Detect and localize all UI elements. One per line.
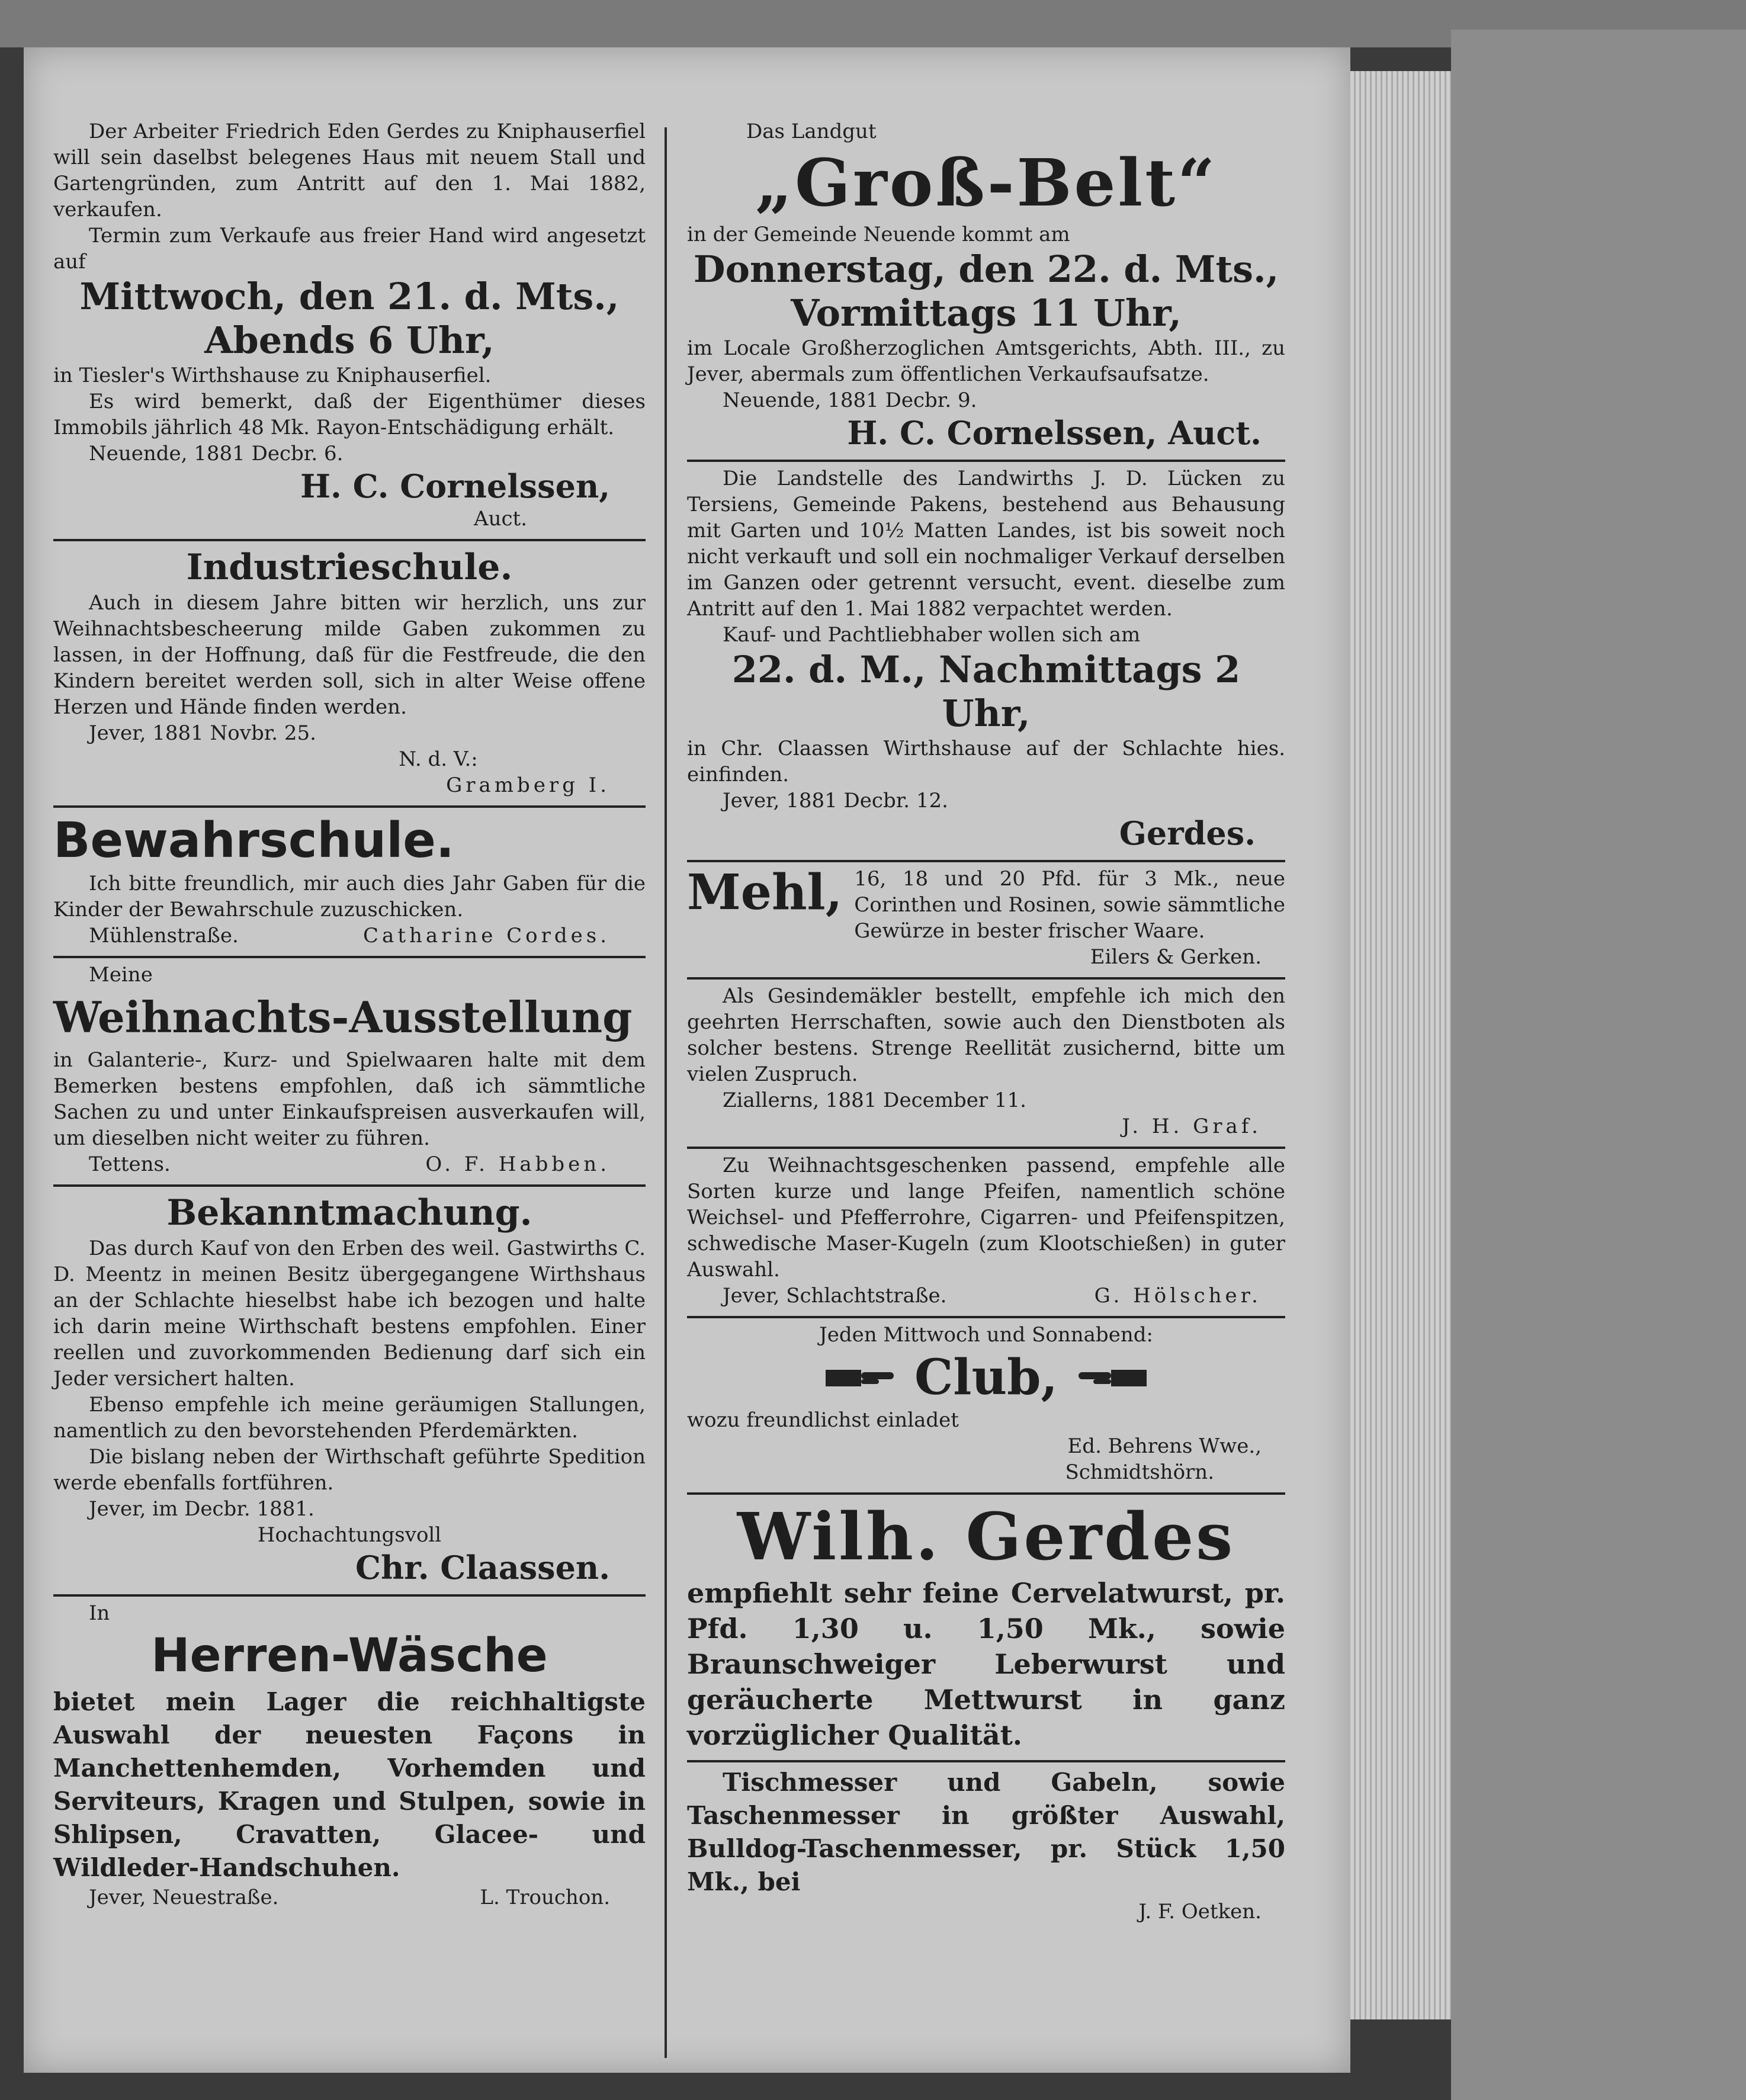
ad-separator: [687, 1492, 1285, 1495]
ad-text: bietet mein Lager die reichhaltigste Auswahl der neuesten Façons in Manchettenhemden, Vorhemden und Serviteurs, Kragen und Stulpen, sowie in Shlipsen, Cravatten, Glacee- und Wildleder-Handschuhen.: [53, 1687, 646, 1882]
ad-separator: [687, 1760, 1285, 1762]
ad-text: Auch in diesem Jahre bitten wir herzlich, uns zur Weihnachtsbescheerung milde Gaben zukommen zu lassen, in der Hoffnung, daß für die Festfreude, die den Kindern bereitet werden soll, sich in alter Weise offene Herzen und Hände finden werden.: [53, 591, 646, 719]
ad-dateline: Jever, 1881 Novbr. 25.: [89, 721, 316, 745]
ad-time: Abends 6 Uhr,: [204, 319, 495, 362]
ad-signer: L. Trouchon.: [480, 1886, 610, 1909]
ad-house-sale-gerdes: [53, 118, 646, 532]
ad-signer: Eilers & Gerken.: [1090, 945, 1262, 969]
ad-dateline: Neuende, 1881 Decbr. 6.: [89, 442, 344, 465]
ad-text: [687, 866, 1285, 944]
ad-time: Vormittags 11 Uhr,: [791, 291, 1182, 335]
ad-signer: Gramberg I.: [446, 773, 610, 797]
ad-separator: [53, 956, 646, 958]
ad-signer: Ed. Behrens Wwe.,: [1067, 1434, 1262, 1458]
ad-footer: [53, 1151, 646, 1177]
ad-signer-place: Schmidtshörn.: [1065, 1460, 1214, 1484]
ad-signer: Gerdes.: [1119, 814, 1256, 852]
ad-signer: G. Hölscher.: [1094, 1284, 1262, 1308]
column-divider: [665, 127, 667, 2058]
ad-bekanntmachung: [53, 1190, 646, 1587]
club-heading-row: [687, 1348, 1285, 1407]
ad-pre: Das Landgut: [746, 120, 877, 143]
ad-oetken: [687, 1766, 1285, 1925]
ad-pfeifen-hoelscher: [687, 1152, 1285, 1309]
ad-text: in der Gemeinde Neuende kommt am: [687, 223, 1070, 246]
ad-text: Als Gesindemäkler bestellt, empfehle ich mich den geehrten Herrschaften, sowie auch den Dienstboten als solcher bestens. Strenge Reellität zusichernd, bitte um vielen Zuspruch.: [687, 984, 1285, 1086]
left-column: [53, 118, 646, 1910]
ad-heading: „Groß-Belt“: [755, 145, 1218, 221]
ad-text: Kauf- und Pachtliebhaber wollen sich am: [723, 623, 1141, 647]
ad-text: wozu freundlichst einladet: [687, 1408, 959, 1432]
ad-separator: [53, 1184, 646, 1187]
ad-place: Tettens.: [89, 1152, 171, 1176]
ad-signer: Catharine Cordes.: [363, 924, 610, 948]
ad-heading: Mehl,: [687, 864, 843, 921]
ad-pre: Jeden Mittwoch und Sonnabend:: [819, 1323, 1153, 1347]
ad-separator: [53, 805, 646, 808]
ad-text: Tischmesser und Gabeln, sowie Taschenmesser in größter Auswahl, Bulldog-Taschenmesser, pr. Stück 1,50 Mk., bei: [687, 1768, 1285, 1896]
ad-gross-belt: [687, 118, 1285, 452]
ad-signer: Chr. Claassen.: [355, 1549, 610, 1587]
ad-separator: [687, 977, 1285, 980]
ad-text: Zu Weihnachtsgeschenken passend, empfehle alle Sorten kurze und lange Pfeifen, namentlich schöne Weichsel- und Pfefferrohre, Cigarren- und Pfeifenspitzen, schwedische Maser-Kugeln (zum Klootschießen) in guter Auswahl.: [687, 1154, 1285, 1282]
ad-gesindemaekler: [687, 983, 1285, 1139]
book-cover: [1451, 30, 1746, 2100]
ad-landstelle-luecken: [687, 465, 1285, 853]
ad-signer-title: Auct.: [474, 507, 527, 531]
page-edges: [1350, 71, 1451, 2019]
ad-separator: [687, 860, 1285, 862]
ad-wilh-gerdes: [687, 1498, 1285, 1753]
ad-text: Die bislang neben der Wirthschaft geführte Spedition werde ebenfalls fortführen.: [53, 1445, 646, 1495]
ad-bewahrschule: [53, 811, 646, 949]
ad-date: Mittwoch, den 21. d. Mts.,: [79, 275, 620, 318]
ad-footer: [53, 923, 646, 949]
right-column: [687, 118, 1285, 1925]
ad-heading: Bekanntmachung.: [166, 1192, 532, 1234]
ad-text: Ich bitte freundlich, mir auch dies Jahr Gaben für die Kinder der Bewahrschule zuzuschicken.: [53, 872, 646, 921]
ad-greeting: Hochachtungsvoll: [257, 1523, 442, 1547]
ad-mehl: [687, 866, 1285, 970]
ad-industrieschule: [53, 545, 646, 798]
ad-herren-waesche: [53, 1600, 646, 1910]
ad-pre: In: [89, 1601, 110, 1625]
ad-separator: [687, 1147, 1285, 1149]
ad-text: empfiehlt sehr feine Cervelatwurst, pr. Pfd. 1,30 u. 1,50 Mk., sowie Braunschweiger Leberwurst und geräucherte Mettwurst in ganz vorzüglicher Qualität.: [687, 1577, 1285, 1751]
ad-text: Ebenso empfehle ich meine geräumigen Stallungen, namentlich zu den bevorstehenden Pferdemärkten.: [53, 1393, 646, 1443]
ad-separator: [687, 1316, 1285, 1318]
ad-place: Jever, Schlachtstraße.: [723, 1284, 947, 1308]
ad-heading: Herren-Wäsche: [151, 1629, 548, 1682]
ad-place: in Chr. Claassen Wirthshause auf der Schlachte hies. einfinden.: [687, 737, 1285, 786]
ad-note: Es wird bemerkt, daß der Eigenthümer dieses Immobils jährlich 48 Mk. Rayon-Entschädigung erhält.: [53, 390, 646, 439]
ad-dateline: Ziallerns, 1881 December 11.: [723, 1088, 1026, 1112]
ad-heading: Weihnachts-Ausstellung: [53, 992, 633, 1042]
ad-place: Jever, Neuestraße.: [89, 1886, 279, 1909]
ad-dateline: Jever, im Decbr. 1881.: [89, 1497, 314, 1521]
ad-text: in Galanterie-, Kurz- und Spielwaaren halte mit dem Bemerken bestens empfohlen, daß ich sämmtliche Sachen zu und unter Einkaufspreisen ausverkaufen will, um dieselben nicht weiter zu führen.: [53, 1048, 646, 1150]
ad-date: 22. d. M., Nachmittags 2 Uhr,: [731, 648, 1241, 735]
pointing-hand-right-icon: [826, 1363, 897, 1392]
ad-footer: [53, 1884, 646, 1910]
ad-separator: [53, 1594, 646, 1597]
ad-dateline: Neuende, 1881 Decbr. 9.: [723, 388, 977, 412]
ad-weihnachts-ausstellung: [53, 962, 646, 1177]
ad-text: Die Landstelle des Landwirths J. D. Lücken zu Tersiens, Gemeinde Pakens, bestehend aus Behausung mit Garten und 10½ Matten Landes, ist bis soweit noch nicht verkauft und soll ein nochmaliger Verkauf derselben im Ganzen oder getrennt versucht, event. dieselbe zum Antritt auf den 1. Mai 1882 verpachtet werden.: [687, 467, 1285, 621]
ad-place: in Tiesler's Wirthshause zu Kniphauserfiel.: [53, 364, 492, 387]
ad-signer: J. F. Oetken.: [1138, 1900, 1262, 1924]
ad-separator: [53, 539, 646, 541]
ad-heading: Bewahrschule.: [53, 813, 455, 869]
ad-separator: [687, 460, 1285, 462]
ad-text: Das durch Kauf von den Erben des weil. Gastwirths C. D. Meentz in meinen Besitz übergegangene Wirthshaus an der Schlachte hieselbst habe ich bezogen und halte ich darin meine Wirthschaft bestens empfohlen. Einer reellen und zuvorkommenden Bedienung darf sich ein Jeder versichert halten.: [53, 1237, 646, 1391]
ad-dateline: Jever, 1881 Decbr. 12.: [723, 789, 948, 813]
ad-footer: [687, 1283, 1285, 1309]
ad-pre: Meine: [89, 963, 153, 987]
ad-heading: Industrieschule.: [186, 547, 513, 588]
ad-signer: N. d. V.:: [399, 747, 478, 771]
ad-signer: O. F. Habben.: [425, 1152, 610, 1176]
ad-heading: Club,: [914, 1349, 1058, 1406]
ad-signer: H. C. Cornelssen, Auct.: [847, 414, 1262, 452]
ad-text: im Locale Großherzoglichen Amtsgerichts, Abth. III., zu Jever, abermals zum öffentlichen Verkaufsaufsatze.: [687, 336, 1285, 386]
pointing-hand-left-icon: [1076, 1363, 1147, 1392]
ad-place: Mühlenstraße.: [89, 924, 239, 948]
ad-signer: J. H. Graf.: [1122, 1115, 1262, 1138]
ad-text: Der Arbeiter Friedrich Eden Gerdes zu Kniphauserfiel will sein daselbst belegenes Haus mit neuem Stall und Gartengründen, zum Antritt auf den 1. Mai 1882, verkaufen.: [53, 120, 646, 221]
ad-signer: H. C. Cornelssen,: [300, 467, 610, 505]
ad-club: [687, 1322, 1285, 1485]
ad-heading: Wilh. Gerdes: [737, 1498, 1235, 1575]
ad-date: Donnerstag, den 22. d. Mts.,: [693, 248, 1279, 291]
ad-text: Termin zum Verkaufe aus freier Hand wird angesetzt auf: [53, 224, 646, 274]
ad-body: 16, 18 und 20 Pfd. für 3 Mk., neue Corinthen und Rosinen, sowie sämmtliche Gewürze in bester frischer Waare.: [854, 867, 1285, 943]
